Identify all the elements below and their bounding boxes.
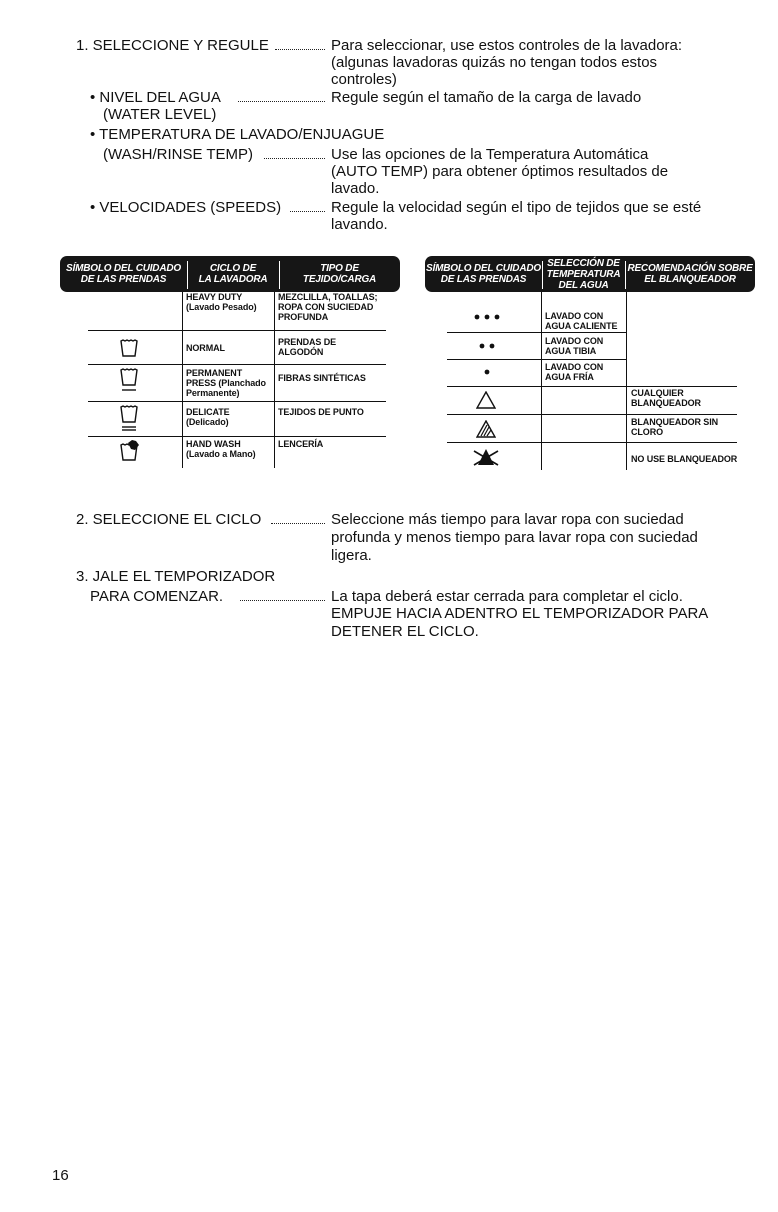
step2-desc-line3: ligera. — [331, 547, 372, 564]
speeds-label: • VELOCIDADES (SPEEDS) — [90, 199, 282, 216]
column-divider — [626, 292, 627, 470]
fabric-cell: FIBRAS SINTÉTICAS — [278, 373, 366, 383]
bleach-cell: BLANQUEADOR SIN CLORO — [631, 417, 719, 437]
three-dots-icon — [470, 311, 504, 323]
step1-desc-line3: controles) — [331, 71, 397, 88]
column-divider — [182, 292, 183, 468]
cycle-cell: NORMAL — [186, 343, 225, 353]
water-level-label-en: (WATER LEVEL) — [103, 106, 217, 123]
cycle-table — [60, 256, 400, 471]
hand-wash-icon — [117, 438, 143, 464]
header-cycle: CICLO DE LA LAVADORA — [198, 263, 268, 285]
striped-triangle-icon — [475, 418, 497, 440]
one-dot-icon — [480, 366, 494, 378]
water-level-label: • NIVEL DEL AGUA — [90, 89, 221, 106]
step2-desc-line2: profunda y menos tiempo para lavar ropa con suciedad — [331, 529, 698, 546]
leader-dots — [240, 600, 325, 601]
step1-title: 1. SELECCIONE Y REGULE — [76, 37, 269, 54]
wash-rinse-label-en: (WASH/RINSE TEMP) — [103, 146, 254, 163]
fabric-cell: MEZCLILLA, TOALLAS; ROPA CON SUCIEDAD PROFUNDA — [278, 292, 378, 322]
leader-dots — [271, 523, 325, 524]
step1-desc-line2: (algunas lavadoras quizás no tengan todos estos — [331, 54, 658, 71]
bleach-cell: NO USE BLANQUEADOR — [631, 454, 738, 464]
header-care-symbol: SÍMBOLO DEL CUIDADO DE LAS PRENDAS — [426, 263, 541, 285]
step3-title-line2: PARA COMENZAR. — [90, 588, 224, 605]
wash-rinse-desc-line1: Use las opciones de la Temperatura Automática — [331, 146, 649, 163]
two-dots-icon — [475, 340, 499, 352]
fabric-cell: LENCERÍA — [278, 439, 324, 449]
temperature-cell: LAVADO CON AGUA TIBIA — [545, 336, 604, 356]
leader-dots — [275, 49, 325, 50]
row-divider — [447, 414, 737, 415]
leader-dots — [290, 211, 325, 212]
cycle-table-header — [60, 256, 400, 292]
header-bleach: RECOMENDACIÓN SOBRE EL BLANQUEADOR — [627, 263, 753, 285]
row-divider — [447, 359, 626, 360]
wash-rinse-desc-line2: (AUTO TEMP) para obtener óptimos resultados de — [331, 163, 669, 180]
water-level-desc: Regule según el tamaño de la carga de lavado — [331, 89, 642, 106]
crossed-triangle-icon — [469, 446, 503, 468]
fabric-cell: PRENDAS DE ALGODÓN — [278, 337, 337, 357]
cycle-cell: PERMANENT PRESS (Planchado Permanente) — [186, 368, 266, 398]
column-divider — [541, 292, 542, 470]
washtub-two-bars-icon — [117, 403, 141, 435]
speeds-desc-line2: lavando. — [331, 216, 388, 233]
row-divider — [447, 442, 737, 443]
cycle-cell: HEAVY DUTY (Lavado Pesado) — [186, 292, 257, 312]
leader-dots — [264, 158, 325, 159]
step3-desc-line1: La tapa deberá estar cerrada para completar el ciclo. — [331, 588, 683, 605]
row-divider — [88, 330, 386, 331]
wash-rinse-label: • TEMPERATURA DE LAVADO/ENJUAGUE — [90, 126, 385, 143]
temperature-table-header — [425, 256, 755, 292]
cycle-cell: HAND WASH (Lavado a Mano) — [186, 439, 256, 459]
washtub-one-bar-icon — [117, 366, 141, 396]
column-divider — [274, 292, 275, 468]
row-divider — [88, 401, 386, 402]
step2-desc-line1: Seleccione más tiempo para lavar ropa con suciedad — [331, 511, 684, 528]
leader-dots — [238, 101, 325, 102]
temperature-bleach-table — [425, 256, 755, 471]
step2-title: 2. SELECCIONE EL CICLO — [76, 511, 262, 528]
header-fabric-type: TIPO DE TEJIDO/CARGA — [302, 263, 377, 285]
header-water-temp: SELECCIÓN DE TEMPERATURA DEL AGUA — [546, 257, 621, 291]
washtub-icon — [117, 336, 141, 360]
row-divider — [447, 332, 626, 333]
step3-desc-line3: DETENER EL CICLO. — [331, 623, 479, 640]
speeds-desc-line1: Regule la velocidad según el tipo de tejidos que se esté — [331, 199, 702, 216]
row-divider — [447, 386, 737, 387]
step3-desc-line2: EMPUJE HACIA ADENTRO EL TEMPORIZADOR PARA — [331, 605, 709, 622]
row-divider — [88, 436, 386, 437]
wash-rinse-desc-line3: lavado. — [331, 180, 380, 197]
header-care-symbol: SÍMBOLO DEL CUIDADO DE LAS PRENDAS — [66, 263, 181, 285]
cycle-cell: DELICATE (Delicado) — [186, 407, 230, 427]
step3-title-line1: 3. JALE EL TEMPORIZADOR — [76, 568, 276, 585]
temperature-cell: LAVADO CON AGUA CALIENTE — [545, 311, 618, 331]
triangle-icon — [475, 390, 497, 410]
row-divider — [88, 364, 386, 365]
fabric-cell: TEJIDOS DE PUNTO — [278, 407, 364, 417]
temperature-cell: LAVADO CON AGUA FRÍA — [545, 362, 604, 382]
page-number: 16 — [52, 1167, 69, 1184]
bleach-cell: CUALQUIER BLANQUEADOR — [631, 388, 701, 408]
step1-desc-line1: Para seleccionar, use estos controles de la lavadora: — [331, 37, 683, 54]
